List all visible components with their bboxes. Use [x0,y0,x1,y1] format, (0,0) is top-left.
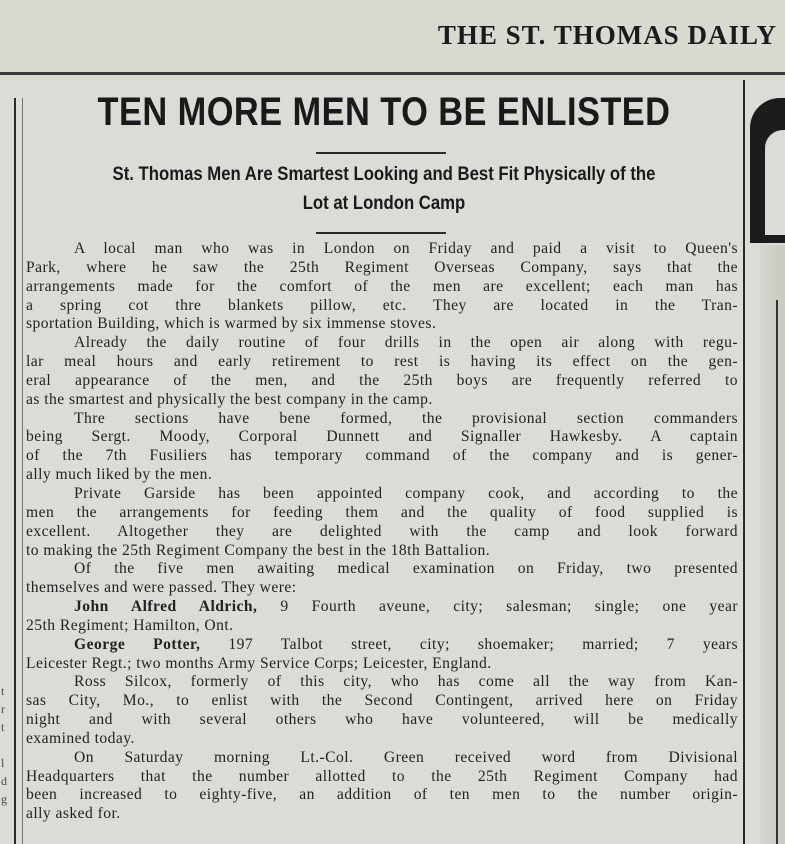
adjacent-column-ink-gap [765,130,785,235]
subhead-line-2: Lot at London Camp [302,193,466,214]
article-body-line [26,428,738,447]
article-body-line [26,805,738,824]
line-text: Leicester Regt.; two months Army Service Corps; Leicester, England. [26,654,492,672]
article-body-line [26,730,738,749]
left-column-rule-thin [22,98,23,844]
masthead-rule [0,72,785,75]
article-subhead [69,160,699,218]
line-text: arrangements made for the comfort of the men are excellent; each man has [26,277,738,295]
line-text: night and with several others who have volunteered, will be medically [26,711,738,729]
article-body-line [26,447,738,466]
person-name: George Potter, [74,635,201,653]
article-body-line [26,466,738,485]
article-body-line [26,504,738,523]
left-column-fragment: g [1,792,7,806]
line-text: men the arrangements for feeding them and the quality of food supplied is [26,503,738,521]
article-body-line [26,692,738,711]
article-body-line [26,315,738,334]
line-text: On Saturday morning Lt.-Col. Green received word from Divisional [74,748,738,766]
article-body [26,240,738,824]
line-text: sportation Building, which is warmed by six immense stoves. [26,315,437,333]
article-body-line [26,259,738,278]
subhead-line-1: St. Thomas Men Are Smartest Looking and Best Fit Physically of the [112,164,656,185]
line-text: Headquarters that the number allotted to the 25th Regiment Company had [26,767,738,785]
line-text: as the smartest and physically the best company in the camp. [26,390,433,408]
person-name: John Alfred Aldrich, [74,598,258,616]
article-body-line [26,391,738,410]
line-text: to making the 25th Regiment Company the best in the 18th Battalion. [26,541,491,559]
line-text: excellent. Altogether they are delighted with the camp and look forward [26,522,738,540]
line-text: Park, where he saw the 25th Regiment Overseas Company, says that the [26,258,738,276]
line-text: of the 7th Fusiliers has temporary command of the company and is gener- [26,447,738,465]
article-body-line [26,485,738,504]
article-body-line [26,353,738,372]
right-column-rule [743,80,745,844]
adjacent-column-strip [760,245,785,844]
article-body-line [26,297,738,316]
article-body-line [26,372,738,391]
line-text: 9 Fourth aveune, city; salesman; single; one year [257,598,738,616]
line-text: examined today. [26,729,135,747]
left-column-fragment: d [1,774,7,788]
line-text: Thre sections have bene formed, the provisional section commanders [74,409,738,427]
article-body-line [26,278,738,297]
line-text: ally much liked by the men. [26,466,213,484]
line-text: Already the daily routine of four drills in the open air along with regu- [74,334,738,352]
line-text: being Sergt. Moody, Corporal Dunnett and Signaller Hawkesby. A captain [26,428,738,446]
article-body-line [26,560,738,579]
article-body-line [26,598,738,617]
adjacent-column-rule [776,300,778,844]
line-text: themselves and were passed. They were: [26,579,297,597]
left-column-fragments [0,640,12,840]
left-column-fragment: r [1,702,5,716]
line-text: 197 Talbot street, city; shoemaker; married; 7 years [200,635,738,653]
line-text: A local man who was in London on Friday and paid a visit to Queen's [74,240,738,257]
line-text: 25th Regiment; Hamilton, Ont. [26,616,234,634]
subhead-divider [316,232,446,234]
article-body-line [26,523,738,542]
article-body-line [26,711,738,730]
article-body-line [26,786,738,805]
masthead-title: THE ST. THOMAS DAILY [437,20,777,50]
article-body-line [26,768,738,787]
left-column-fragment: t [1,720,5,734]
line-text: ally asked for. [26,805,121,823]
article-body-line [26,617,738,636]
article-body-line [26,673,738,692]
left-column-fragment: l [1,756,5,770]
article-body-line [26,749,738,768]
line-text: lar meal hours and early retirement to rest is having its effect on the gen- [26,353,738,371]
newspaper-masthead [0,0,785,78]
line-text: a spring cot thre blankets pillow, etc. They are located in the Tran- [26,296,738,314]
article-body-line [26,542,738,561]
article-headline: TEN MORE MEN TO BE ENLISTED [97,90,671,134]
article-body-line [26,655,738,674]
article-body-line [26,240,738,259]
line-text: Ross Silcox, formerly of this city, who has come all the way from Kan- [74,673,738,691]
left-column-rule [14,98,16,844]
line-text: Of the five men awaiting medical examination on Friday, two presented [74,560,738,578]
line-text: Private Garside has been appointed company cook, and according to the [74,484,738,502]
line-text: been increased to eighty-five, an addition of ten men to the number origin- [26,786,738,804]
headline-divider [316,152,446,154]
line-text: eral appearance of the men, and the 25th boys are frequently referred to [26,371,738,389]
article-body-line [26,334,738,353]
article-body-line [26,636,738,655]
article-body-line [26,410,738,429]
line-text: sas City, Mo., to enlist with the Second Contingent, arrived here on Friday [26,692,738,710]
article-body-line [26,579,738,598]
left-column-fragment: t [1,684,5,698]
